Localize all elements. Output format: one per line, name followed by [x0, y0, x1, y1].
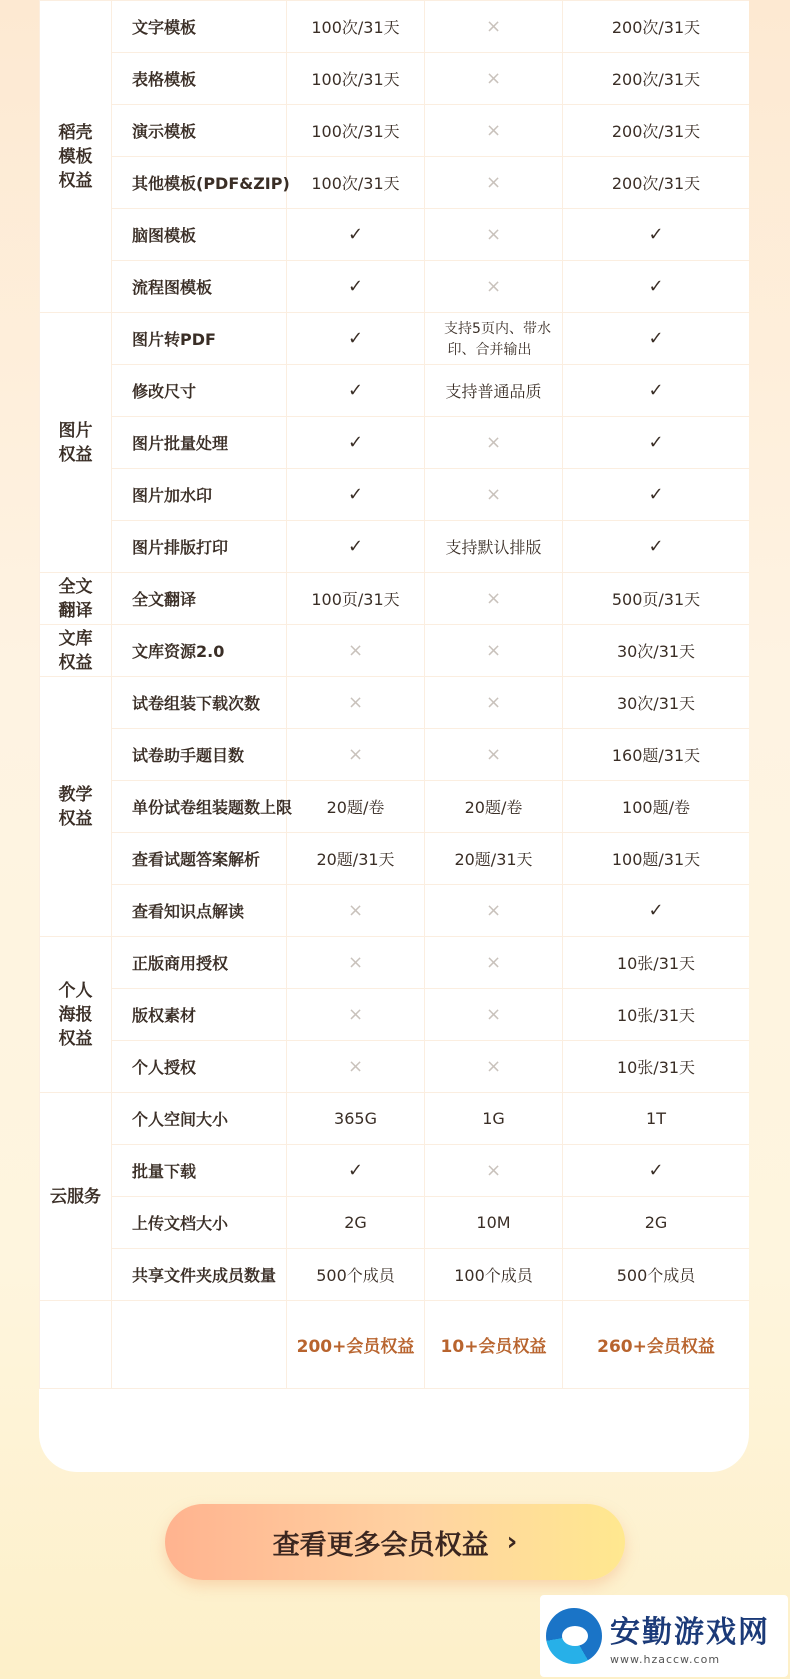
- feature-name: 图片批量处理: [112, 417, 287, 469]
- check-icon: ✓: [347, 224, 364, 245]
- plan-value-3: 160题/31天: [611, 746, 701, 765]
- check-icon: ✓: [648, 536, 664, 557]
- plan-cell-3: [563, 261, 750, 313]
- plan-cell-3: [563, 937, 750, 989]
- plan-cell-3: [563, 313, 750, 365]
- category-label: 云服务: [40, 1093, 112, 1301]
- plan-cell-3: [563, 469, 750, 521]
- check-icon: ✓: [648, 432, 664, 453]
- plan-cell-3: [563, 417, 750, 469]
- site-logo-icon: [546, 1608, 602, 1664]
- feature-name: 表格模板: [112, 53, 287, 105]
- plan-cell-1: [287, 521, 425, 573]
- plan-value-1: 500个成员: [316, 1266, 395, 1285]
- site-watermark: [540, 1595, 788, 1677]
- plan-cell-1: [287, 417, 425, 469]
- table-row: [40, 885, 750, 937]
- plan-cell-2: [425, 365, 563, 417]
- feature-name: 流程图模板: [112, 261, 287, 313]
- footer-empty-cell: [40, 1301, 112, 1389]
- plan-cell-1: [287, 625, 425, 677]
- plan-cell-3: [563, 989, 750, 1041]
- cross-icon: ×: [485, 68, 502, 89]
- plan-value-3: 200次/31天: [611, 70, 701, 89]
- plan-cell-3: [563, 573, 750, 625]
- plan-cell-3: [563, 1041, 750, 1093]
- plan-cell-1: [287, 365, 425, 417]
- check-icon: ✓: [347, 536, 364, 557]
- plan-value-2: 10M: [476, 1213, 511, 1232]
- plan-cell-1: [287, 573, 425, 625]
- table-row: [40, 625, 750, 677]
- feature-name: 查看试题答案解析: [112, 833, 287, 885]
- benefits-table-body: [40, 1, 750, 1301]
- plan-cell-1: [287, 833, 425, 885]
- check-icon: ✓: [648, 380, 664, 401]
- check-icon: ✓: [347, 484, 364, 505]
- feature-name: 共享文件夹成员数量: [112, 1249, 287, 1301]
- footer-benefit-count-1: 200+会员权益: [287, 1301, 425, 1389]
- check-icon: ✓: [648, 328, 664, 349]
- check-icon: ✓: [648, 1160, 664, 1181]
- feature-name: 图片排版打印: [112, 521, 287, 573]
- plan-cell-2: [425, 157, 563, 209]
- footer-empty-cell: [112, 1301, 287, 1389]
- cross-icon: ×: [485, 276, 502, 297]
- table-footer-row: [40, 1301, 750, 1389]
- view-more-benefits-button[interactable]: [165, 1504, 625, 1580]
- cross-icon: ×: [485, 16, 502, 37]
- plan-value-1: 100次/31天: [311, 122, 400, 141]
- plan-cell-3: [563, 1197, 750, 1249]
- plan-cell-3: [563, 677, 750, 729]
- plan-value-3: 200次/31天: [611, 174, 701, 193]
- check-icon: ✓: [347, 380, 364, 401]
- plan-cell-3: [563, 1249, 750, 1301]
- feature-name: 图片转PDF: [112, 313, 287, 365]
- table-row: [40, 937, 750, 989]
- cross-icon: ×: [347, 952, 364, 973]
- plan-value-3: 200次/31天: [611, 18, 701, 37]
- feature-name: 试卷助手题目数: [112, 729, 287, 781]
- plan-cell-1: [287, 1041, 425, 1093]
- category-label: 教学 权益: [40, 677, 112, 937]
- plan-cell-1: [287, 209, 425, 261]
- plan-cell-2: [425, 833, 563, 885]
- check-icon: ✓: [648, 900, 664, 921]
- plan-cell-3: [563, 781, 750, 833]
- plan-cell-3: [563, 1145, 750, 1197]
- cross-icon: ×: [485, 432, 502, 453]
- plan-value-2: 支持默认排版: [445, 538, 542, 557]
- plan-value-2: 1G: [482, 1109, 505, 1128]
- plan-cell-2: [425, 625, 563, 677]
- plan-cell-2: [425, 469, 563, 521]
- plan-cell-2: [425, 885, 563, 937]
- cross-icon: ×: [485, 1160, 502, 1181]
- plan-value-3: 2G: [644, 1213, 668, 1232]
- check-icon: ✓: [648, 224, 664, 245]
- check-icon: ✓: [347, 328, 364, 349]
- cross-icon: ×: [485, 484, 502, 505]
- table-row: [40, 1249, 750, 1301]
- feature-name: 个人授权: [112, 1041, 287, 1093]
- check-icon: ✓: [347, 276, 364, 297]
- footer-benefit-count-2: 10+会员权益: [425, 1301, 563, 1389]
- table-row: [40, 1, 750, 53]
- cross-icon: ×: [485, 588, 502, 609]
- plan-cell-2: [425, 781, 563, 833]
- plan-cell-1: [287, 1, 425, 53]
- table-row: [40, 209, 750, 261]
- plan-value-1: 20题/卷: [326, 798, 385, 817]
- feature-name: 其他模板(PDF&ZIP): [112, 157, 287, 209]
- plan-cell-2: [425, 261, 563, 313]
- plan-value-3: 30次/31天: [616, 642, 696, 661]
- plan-value-1: 100页/31天: [311, 590, 400, 609]
- table-row: [40, 1093, 750, 1145]
- plan-value-2: 支持普通品质: [445, 382, 542, 401]
- table-row: [40, 1197, 750, 1249]
- plan-cell-2: [425, 521, 563, 573]
- benefits-table-card: [39, 0, 749, 1472]
- plan-cell-1: [287, 53, 425, 105]
- table-row: [40, 261, 750, 313]
- plan-cell-1: [287, 937, 425, 989]
- plan-cell-1: [287, 261, 425, 313]
- plan-value-3: 100题/卷: [622, 798, 690, 817]
- table-row: [40, 573, 750, 625]
- table-row: [40, 989, 750, 1041]
- feature-name: 单份试卷组装题数上限: [112, 781, 287, 833]
- plan-cell-1: [287, 1197, 425, 1249]
- feature-name: 查看知识点解读: [112, 885, 287, 937]
- category-label: 稻壳 模板 权益: [40, 1, 112, 313]
- cross-icon: ×: [485, 744, 502, 765]
- feature-name: 修改尺寸: [112, 365, 287, 417]
- view-more-benefits-label: 查看更多会员权益: [272, 1529, 489, 1561]
- feature-name: 个人空间大小: [112, 1093, 287, 1145]
- cross-icon: ×: [347, 640, 364, 661]
- plan-cell-3: [563, 105, 750, 157]
- plan-value-1: 100次/31天: [311, 70, 400, 89]
- cross-icon: ×: [485, 952, 502, 973]
- table-row: [40, 53, 750, 105]
- plan-value-3: 200次/31天: [611, 122, 701, 141]
- plan-cell-1: [287, 105, 425, 157]
- feature-name: 上传文档大小: [112, 1197, 287, 1249]
- chevron-right-icon: ›: [506, 1527, 518, 1557]
- plan-cell-3: [563, 729, 750, 781]
- plan-cell-3: [563, 1, 750, 53]
- plan-value-3: 10张/31天: [616, 954, 696, 973]
- cross-icon: ×: [347, 692, 364, 713]
- plan-cell-2: [425, 1197, 563, 1249]
- plan-cell-1: [287, 729, 425, 781]
- check-icon: ✓: [347, 1160, 364, 1181]
- plan-value-2: 100个成员: [454, 1266, 533, 1285]
- table-row: [40, 105, 750, 157]
- cross-icon: ×: [485, 1056, 502, 1077]
- cross-icon: ×: [485, 172, 502, 193]
- check-icon: ✓: [648, 276, 664, 297]
- table-row: [40, 469, 750, 521]
- cross-icon: ×: [347, 744, 364, 765]
- plan-value-3: 1T: [646, 1109, 666, 1128]
- plan-value-3: 100题/31天: [611, 850, 701, 869]
- check-icon: ✓: [347, 432, 364, 453]
- table-row: [40, 365, 750, 417]
- plan-cell-1: [287, 1093, 425, 1145]
- plan-cell-2: [425, 1, 563, 53]
- plan-cell-2: [425, 1249, 563, 1301]
- plan-cell-1: [287, 157, 425, 209]
- plan-value-3: 500页/31天: [611, 590, 701, 609]
- plan-value-3: 10张/31天: [616, 1006, 696, 1025]
- check-icon: ✓: [648, 484, 664, 505]
- cross-icon: ×: [347, 900, 364, 921]
- feature-name: 文字模板: [112, 1, 287, 53]
- plan-cell-3: [563, 365, 750, 417]
- table-row: [40, 417, 750, 469]
- feature-name: 试卷组装下载次数: [112, 677, 287, 729]
- plan-cell-2: [425, 313, 563, 365]
- watermark-url: www.hzaccw.com: [610, 1652, 721, 1666]
- footer-benefit-count-3: 260+会员权益: [563, 1301, 750, 1389]
- plan-cell-2: [425, 677, 563, 729]
- plan-cell-2: [425, 1145, 563, 1197]
- plan-cell-2: [425, 105, 563, 157]
- plan-value-1: 2G: [344, 1213, 367, 1232]
- plan-value-2: 20题/31天: [454, 850, 533, 869]
- plan-cell-1: [287, 677, 425, 729]
- plan-cell-3: [563, 209, 750, 261]
- plan-value-1: 100次/31天: [311, 174, 400, 193]
- plan-value-2: 支持5页内、带水印、合并输出: [444, 320, 551, 358]
- plan-cell-2: [425, 729, 563, 781]
- plan-value-3: 30次/31天: [616, 694, 696, 713]
- plan-cell-2: [425, 937, 563, 989]
- plan-value-1: 100次/31天: [311, 18, 400, 37]
- plan-cell-2: [425, 1041, 563, 1093]
- category-label: 图片 权益: [40, 313, 112, 573]
- table-row: [40, 521, 750, 573]
- table-row: [40, 1145, 750, 1197]
- feature-name: 正版商用授权: [112, 937, 287, 989]
- cross-icon: ×: [485, 640, 502, 661]
- table-row: [40, 313, 750, 365]
- cross-icon: ×: [485, 692, 502, 713]
- feature-name: 文库资源2.0: [112, 625, 287, 677]
- feature-name: 全文翻译: [112, 573, 287, 625]
- category-label: 文库 权益: [40, 625, 112, 677]
- plan-cell-1: [287, 781, 425, 833]
- plan-cell-1: [287, 989, 425, 1041]
- feature-name: 版权素材: [112, 989, 287, 1041]
- feature-name: 图片加水印: [112, 469, 287, 521]
- plan-cell-3: [563, 885, 750, 937]
- plan-cell-3: [563, 53, 750, 105]
- plan-cell-3: [563, 625, 750, 677]
- cross-icon: ×: [347, 1004, 364, 1025]
- plan-cell-1: [287, 885, 425, 937]
- plan-cell-3: [563, 1093, 750, 1145]
- plan-value-3: 10张/31天: [616, 1058, 696, 1077]
- cross-icon: ×: [485, 900, 502, 921]
- watermark-title: 安勤游戏网: [610, 1614, 770, 1650]
- plan-cell-2: [425, 1093, 563, 1145]
- plan-value-3: 500个成员: [616, 1266, 696, 1285]
- table-row: [40, 833, 750, 885]
- plan-cell-3: [563, 157, 750, 209]
- table-row: [40, 781, 750, 833]
- plan-cell-1: [287, 313, 425, 365]
- plan-cell-1: [287, 1145, 425, 1197]
- table-row: [40, 729, 750, 781]
- plan-cell-1: [287, 1249, 425, 1301]
- plan-cell-2: [425, 573, 563, 625]
- category-label: 全文 翻译: [40, 573, 112, 625]
- plan-cell-2: [425, 989, 563, 1041]
- feature-name: 演示模板: [112, 105, 287, 157]
- plan-cell-2: [425, 417, 563, 469]
- cross-icon: ×: [485, 224, 502, 245]
- table-row: [40, 1041, 750, 1093]
- table-row: [40, 677, 750, 729]
- table-row: [40, 157, 750, 209]
- plan-cell-3: [563, 521, 750, 573]
- cross-icon: ×: [485, 1004, 502, 1025]
- plan-cell-3: [563, 833, 750, 885]
- plan-cell-1: [287, 469, 425, 521]
- benefits-table: [39, 0, 749, 1389]
- feature-name: 批量下载: [112, 1145, 287, 1197]
- cross-icon: ×: [485, 120, 502, 141]
- plan-cell-2: [425, 209, 563, 261]
- feature-name: 脑图模板: [112, 209, 287, 261]
- plan-value-2: 20题/卷: [464, 798, 523, 817]
- cross-icon: ×: [347, 1056, 364, 1077]
- plan-cell-2: [425, 53, 563, 105]
- plan-value-1: 20题/31天: [316, 850, 395, 869]
- category-label: 个人 海报 权益: [40, 937, 112, 1093]
- plan-value-1: 365G: [334, 1109, 377, 1128]
